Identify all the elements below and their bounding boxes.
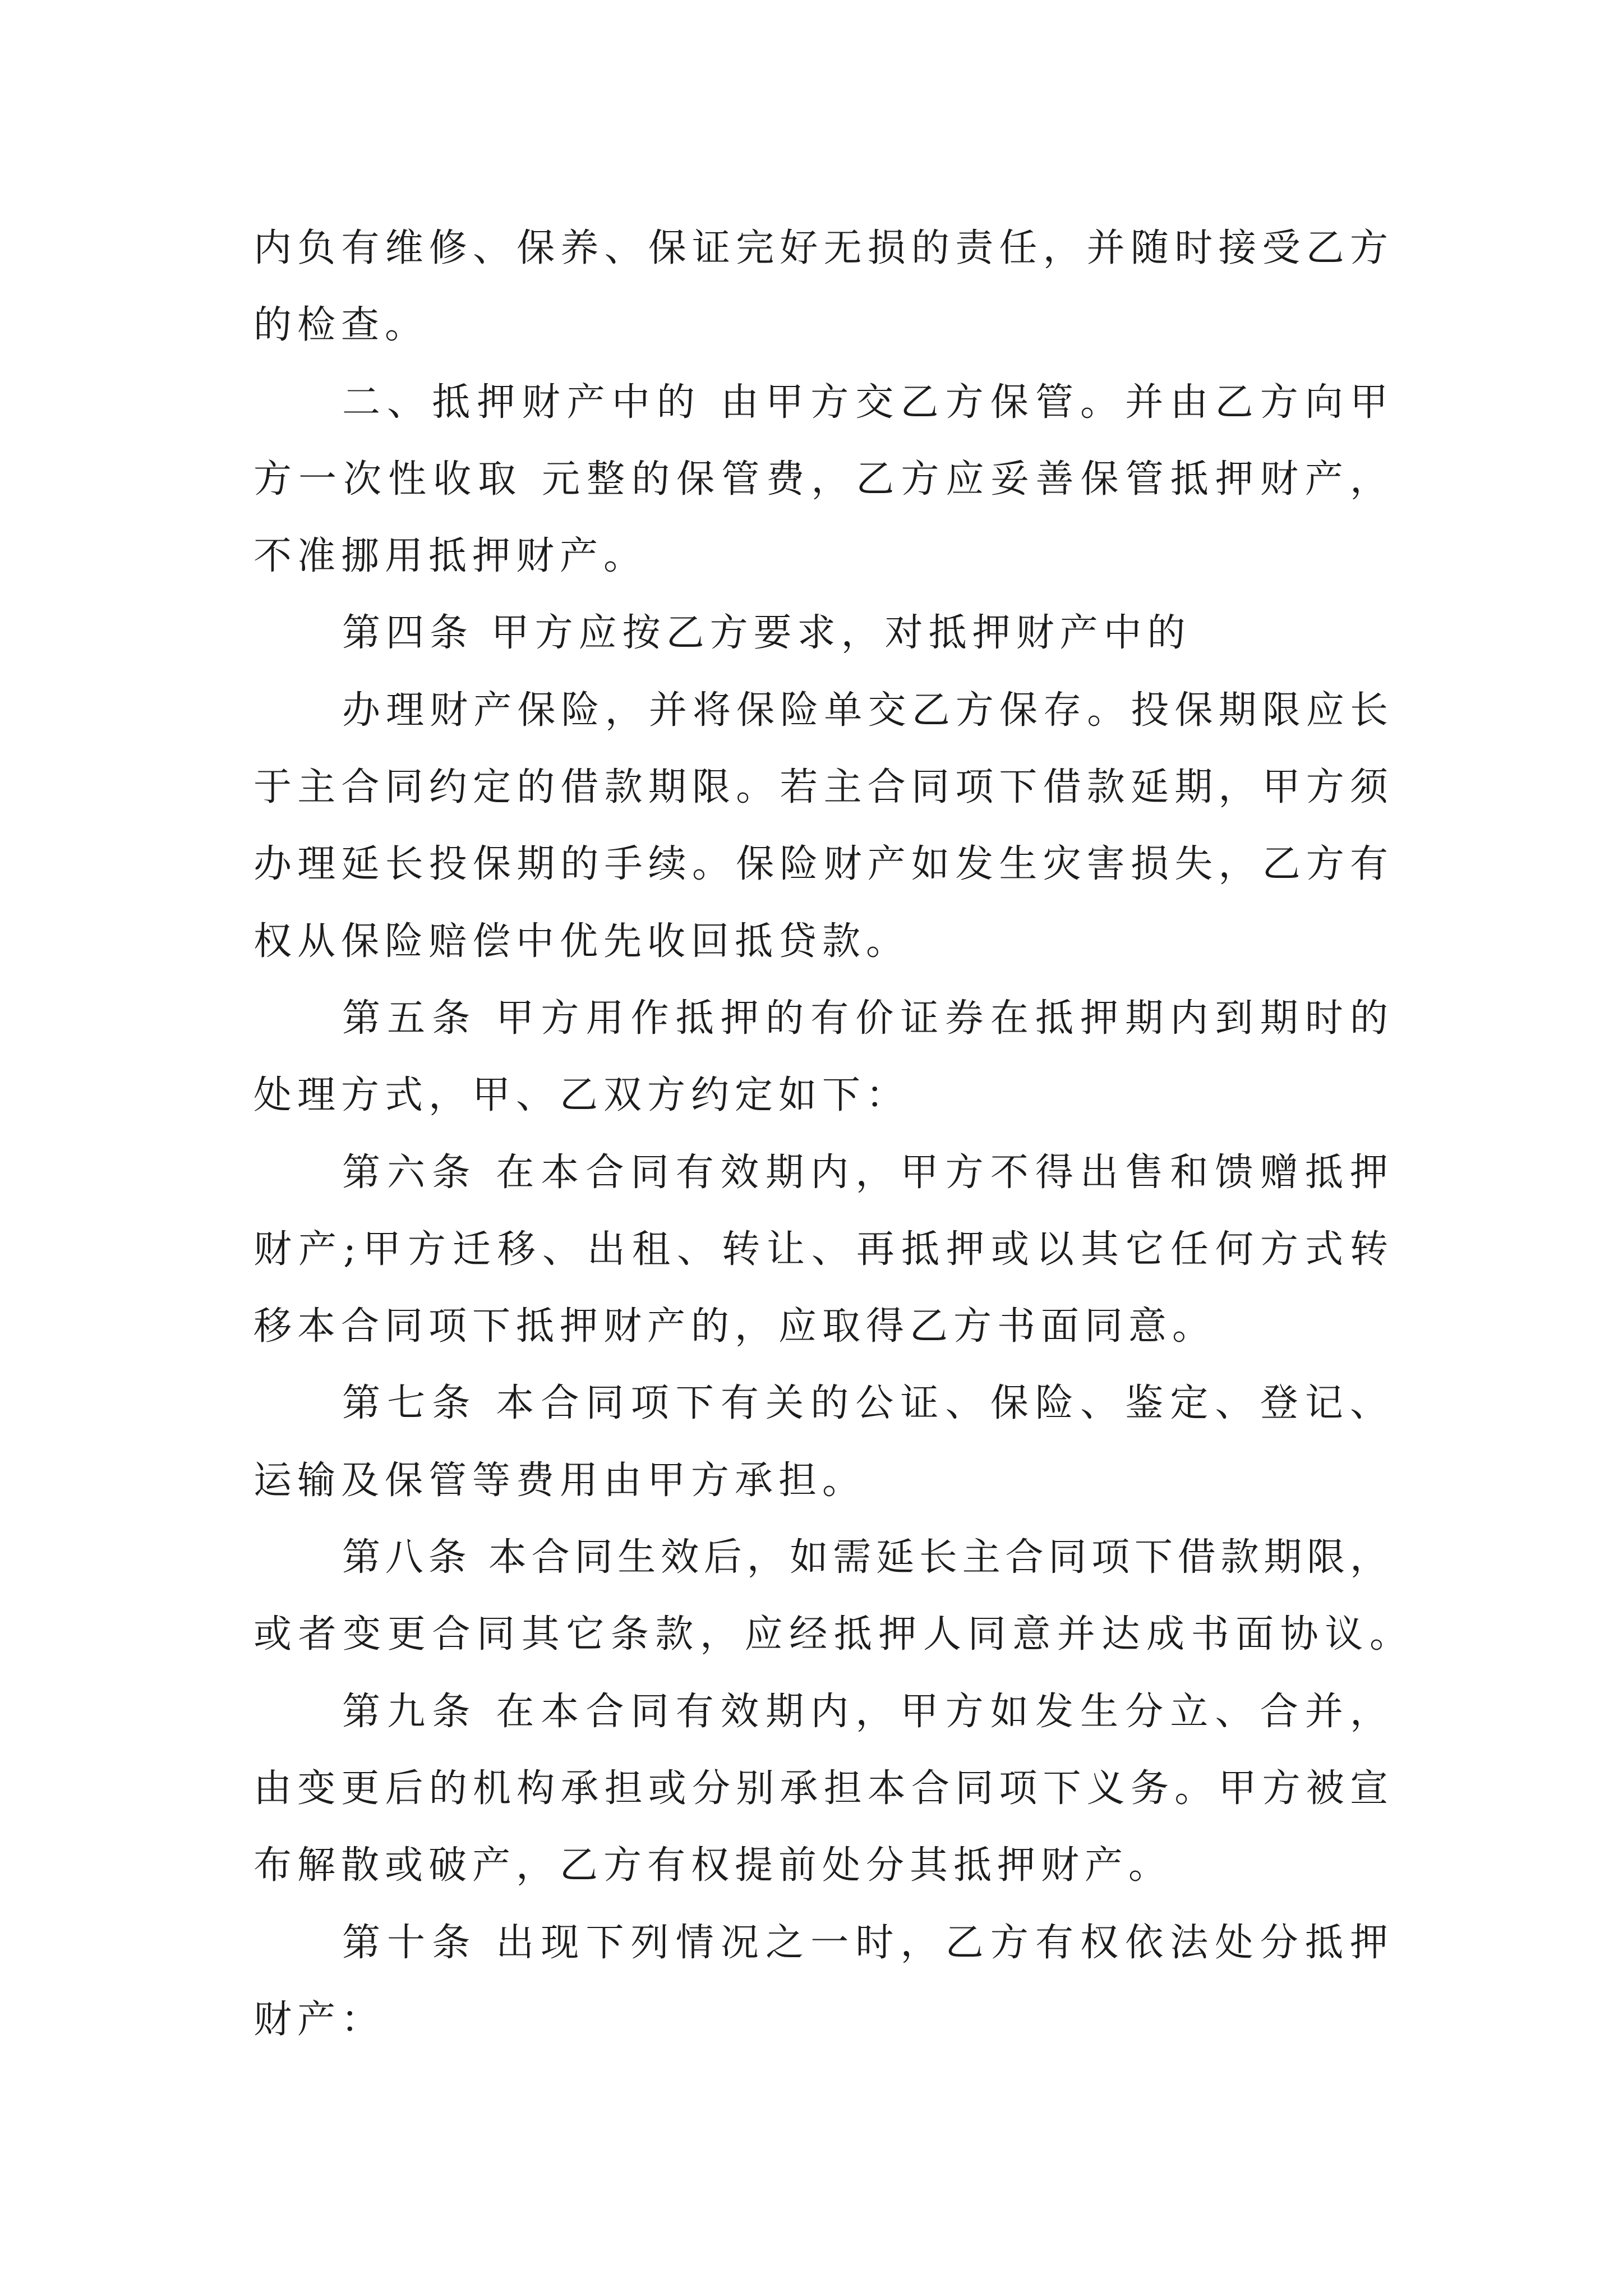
text-line: 第十条 出现下列情况之一时，乙方有权依法处分抵押 xyxy=(342,1920,1389,1965)
text-line: 第六条 在本合同有效期内，甲方不得出售和馈赠抵押 xyxy=(342,1150,1389,1195)
text-line: 办理延长投保期的手续。保险财产如发生灾害损失，乙方有 xyxy=(253,842,1389,887)
paragraph xyxy=(253,1134,1431,1365)
paragraph xyxy=(253,1673,1431,1904)
text-line: 第七条 本合同项下有关的公证、保险、鉴定、登记、 xyxy=(342,1381,1389,1426)
paragraph xyxy=(253,1904,1431,2059)
text-line: 第九条 在本合同有效期内，甲方如发生分立、合并， xyxy=(342,1689,1389,1734)
text-line: 由变更后的机构承担或分别承担本合同项下义务。甲方被宣 xyxy=(253,1766,1389,1811)
text-line: 或者变更合同其它条款，应经抵押人同意并达成书面协议。 xyxy=(253,1612,1409,1657)
text-line: 办理财产保险，并将保险单交乙方保存。投保期限应长 xyxy=(342,688,1389,733)
document-body xyxy=(253,210,1431,2058)
paragraph xyxy=(253,364,1431,595)
text-line: 财产： xyxy=(253,1997,385,2042)
text-line: 布解散或破产，乙方有权提前处分其抵押财产。 xyxy=(253,1843,1173,1888)
text-line: 第五条 甲方用作抵押的有价证券在抵押期内到期时的 xyxy=(342,996,1389,1041)
text-line: 不准挪用抵押财产。 xyxy=(253,534,648,579)
paragraph xyxy=(253,672,1431,980)
text-line: 二、抵押财产中的 由甲方交乙方保管。并由乙方向甲 xyxy=(342,380,1389,425)
text-line: 财产;甲方迁移、出租、转让、再抵押或以其它任何方式转 xyxy=(253,1227,1389,1272)
text-line: 运输及保管等费用由甲方承担。 xyxy=(253,1458,866,1503)
text-line: 处理方式，甲、乙双方约定如下： xyxy=(253,1073,910,1118)
text-line: 权从保险赔偿中优先收回抵贷款。 xyxy=(253,919,910,964)
paragraph xyxy=(253,595,1431,671)
paragraph xyxy=(253,1519,1431,1673)
text-line: 第四条 甲方应按乙方要求，对抵押财产中的 xyxy=(342,611,1191,656)
text-line: 的检查。 xyxy=(253,303,429,348)
paragraph xyxy=(253,210,1431,364)
text-line: 内负有维修、保养、保证完好无损的责任，并随时接受乙方 xyxy=(253,226,1389,270)
text-line: 移本合同项下抵押财产的，应取得乙方书面同意。 xyxy=(253,1304,1216,1349)
text-line: 于主合同约定的借款期限。若主合同项下借款延期，甲方须 xyxy=(253,765,1389,810)
paragraph xyxy=(253,1365,1431,1519)
text-line: 方一次性收取 元整的保管费，乙方应妥善保管抵押财产， xyxy=(253,457,1389,501)
paragraph xyxy=(253,980,1431,1134)
text-line: 第八条 本合同生效后，如需延长主合同项下借款期限， xyxy=(342,1535,1389,1580)
